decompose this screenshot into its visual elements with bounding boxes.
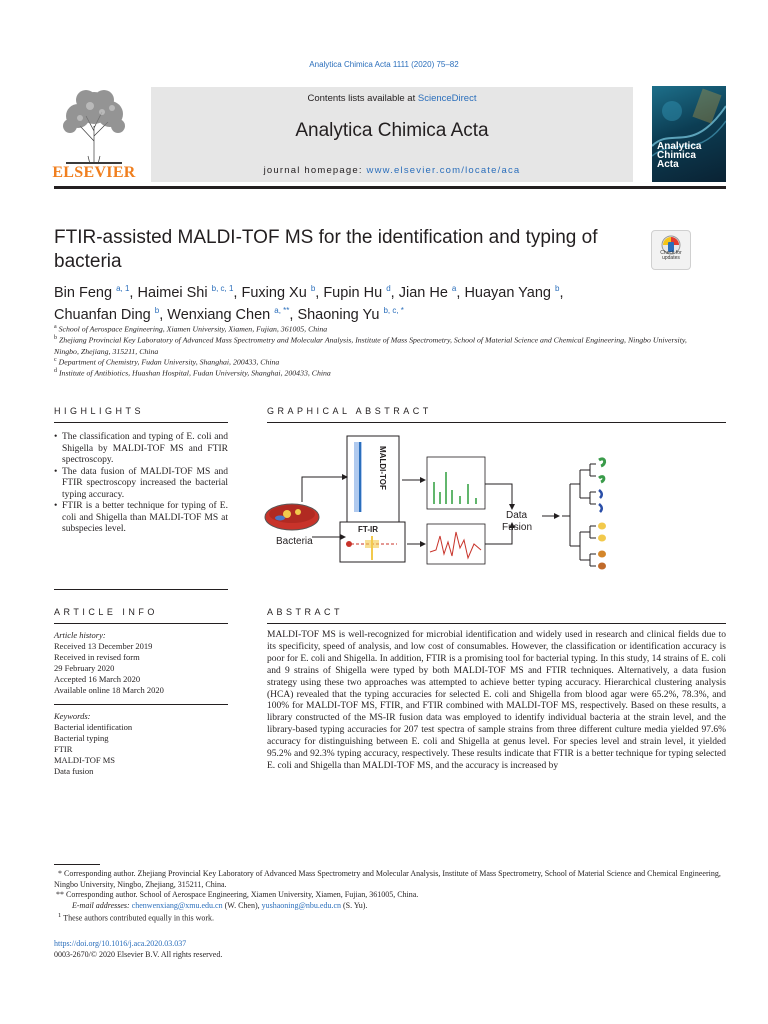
highlights-list	[54, 432, 228, 536]
divider	[267, 422, 726, 423]
history-item: Received in revised form	[54, 652, 140, 662]
affiliation: $^c$ Department of Chemistry, Fudan University, Shanghai, 200433, China	[54, 357, 280, 367]
keyword: Bacterial identification	[54, 722, 133, 732]
article-history	[54, 630, 228, 696]
check-updates-label: Check for updates	[660, 250, 682, 261]
history-label: Article history:	[54, 630, 106, 640]
affiliation: $^b$ Zhejiang Provincial Key Laboratory of Advanced Mass Spectrometry and Molecular Analysis, Institute of Mass Spectrometry, School of Material Science and Chemical Engineering, Ningbo University, Ningbo, Zhejiang, 315211, China	[54, 335, 687, 356]
highlight-item: • FTIR is a better technique for typing of E. coli and Shigella than MALDI-TOF MS at subspecies level.	[62, 501, 228, 536]
highlights-heading: HIGHLIGHTS	[54, 406, 145, 416]
ftir-label: FT-IR	[358, 525, 378, 534]
divider	[267, 623, 726, 624]
footnotes	[54, 869, 726, 924]
article-title: FTIR-assisted MALDI-TOF MS for the identification and typing of bacteria	[54, 227, 598, 272]
author[interactable]: Fuxing Xu $^b$	[241, 284, 316, 301]
doi-link[interactable]: https://doi.org/10.1016/j.aca.2020.03.037	[54, 939, 187, 948]
homepage-prefix: journal homepage:	[263, 165, 367, 176]
history-item: Accepted 16 March 2020	[54, 674, 141, 684]
data-fusion-label-1: Data	[506, 510, 528, 521]
email-link[interactable]: yushaoning@nbu.edu.cn	[261, 900, 341, 910]
keyword: MALDI-TOF MS	[54, 755, 116, 765]
article-info-heading: ARTICLE INFO	[54, 607, 158, 617]
bacteria-shape-icons	[598, 459, 606, 570]
petri-dish-icon	[265, 504, 319, 530]
author[interactable]: Huayan Yang $^b$	[464, 284, 560, 301]
contents-line	[151, 93, 633, 104]
keyword: Bacterial typing	[54, 733, 109, 743]
divider	[54, 623, 228, 624]
author[interactable]: Jian He $^a$	[398, 284, 457, 301]
homepage-link[interactable]: www.elsevier.com/locate/aca	[366, 165, 521, 176]
author-list: Bin Feng $^{a, 1}$, Haimei Shi $^{b, c, 1}$, Fuxing Xu $^b$, Fupin Hu $^d$, Jian He $^a$, Huayan Yang $^b$, Chuanfan Ding $^b$, Wenxiang Chen $^{a, **}$, Shaoning Yu $^{b, c, *}$	[54, 284, 564, 323]
author[interactable]: Chuanfan Ding $^b$	[54, 305, 160, 323]
doi-block	[54, 938, 222, 960]
highlight-item: • The data fusion of MALDI-TOF MS and FTIR spectroscopy increased the bacterial typing accuracy.	[62, 467, 228, 502]
author[interactable]: Haimei Shi $^{b, c, 1}$	[137, 284, 234, 301]
keywords	[54, 711, 228, 777]
divider	[54, 589, 228, 590]
abstract-heading: ABSTRACT	[267, 607, 344, 617]
author[interactable]: Shaoning Yu $^{b, c, *}$	[297, 305, 404, 323]
contents-prefix: Contents lists available at	[307, 93, 418, 104]
journal-cover[interactable]	[652, 86, 726, 182]
copyright: 0003-2670/© 2020 Elsevier B.V. All rights reserved.	[54, 950, 223, 959]
journal-title: Analytica Chimica Acta	[295, 120, 489, 141]
sciencedirect-link[interactable]: ScienceDirect	[417, 93, 477, 104]
keywords-label: Keywords:	[54, 711, 91, 721]
email-link[interactable]: chenwenxiang@xmu.edu.cn	[131, 900, 223, 910]
maldi-label: MALDI-TOF	[378, 446, 387, 490]
bacteria-label: Bacteria	[276, 536, 313, 547]
cover-title: Analytica Chimica Acta	[657, 141, 702, 170]
corresponding-author-note: * Corresponding author. Zhejiang Provincial Key Laboratory of Advanced Mass Spectrometry and Molecular Analysis, Institute of Mass Spectrometry, School of Material Science and Chemical Engineering, Ningbo University, Ningbo, Zhejiang, 315211, China.	[54, 869, 721, 889]
keyword: FTIR	[54, 744, 73, 754]
history-item: 29 February 2020	[54, 663, 115, 673]
abstract-text: MALDI-TOF MS is well-recognized for microbial identification and widely used in research and clinical fields due to its specificity, speed of analysis, and low cost of consumables. However, the classification or identification accuracy is poor for E. coli and Shigella. In addition, FTIR is a promising tool for bacterial typing. In this study, 14 strains of E. coli and 9 strains of Shigella were typed by both MALDI-TOF MS and FTIR techniques. Alternatively, a data fusion strategy using these two approaches was attempted to achieve better typing accuracy. Hierarchical clustering analysis (HCA) revealed that the typing accuracies for selected E. coli and Shigella from blood agar were 65.2%, 78.3%, and 100% for MALDI-TOF MS, FTIR, and FTIR combined with MALDI-TOF MS, respectively. Based on these results, a library constructed of the MS-IR fusion data was employed to identify individual bacteria at the strain level, and the library-based typing accuracies for 207 test spectra of sample strains from three different culture media yielded 97.6% accuracy for distinguishing between E. coli and Shigella at genus level. For species level and strain level, it yielded 95.2% and 92.3% typing accuracy, respectively. These results indicate that FTIR is a better technique for typing selected E. coli and Shigella than MALDI-TOF MS, and the accuracy is increased by	[267, 630, 726, 771]
homepage-line	[151, 165, 633, 176]
email-line: E-mail addresses: chenwenxiang@xmu.edu.cn (W. Chen), yushaoning@nbu.edu.cn (S. Yu).	[72, 900, 368, 910]
footnote-rule	[54, 864, 100, 865]
author[interactable]: Fupin Hu $^d$	[323, 284, 391, 301]
divider	[54, 422, 228, 423]
graphical-abstract-figure[interactable]	[262, 432, 632, 574]
keyword: Data fusion	[54, 766, 94, 776]
author[interactable]: Wenxiang Chen $^{a, **}$	[167, 305, 290, 323]
elsevier-wordmark: ELSEVIER	[52, 164, 136, 181]
affiliation: $^d$ Institute of Antibiotics, Huashan Hospital, Fudan University, Shanghai, 200433, China	[54, 368, 331, 378]
history-item: Received 13 December 2019	[54, 641, 153, 651]
divider	[54, 704, 228, 705]
highlight-item: • The classification and typing of E. coli and Shigella by MALDI-TOF MS and FTIR spectroscopy.	[62, 432, 228, 467]
header-rule	[54, 186, 726, 189]
graphical-abstract-heading: GRAPHICAL ABSTRACT	[267, 406, 432, 416]
journal-reference[interactable]: Analytica Chimica Acta 1111 (2020) 75–82	[309, 60, 459, 69]
corresponding-author-note: ** Corresponding author. School of Aerospace Engineering, Xiamen University, Xiamen, Fujian, 361005, China.	[56, 890, 419, 899]
equal-contribution-note: $^1$ These authors contributed equally in this work.	[58, 912, 215, 923]
affiliation: $^a$ School of Aerospace Engineering, Xiamen University, Xiamen, Fujian, 361005, China	[54, 324, 328, 334]
data-fusion-label-2: Fusion	[502, 522, 533, 533]
history-item: Available online 18 March 2020	[54, 685, 164, 695]
author[interactable]: Bin Feng $^{a, 1}$	[54, 284, 130, 301]
